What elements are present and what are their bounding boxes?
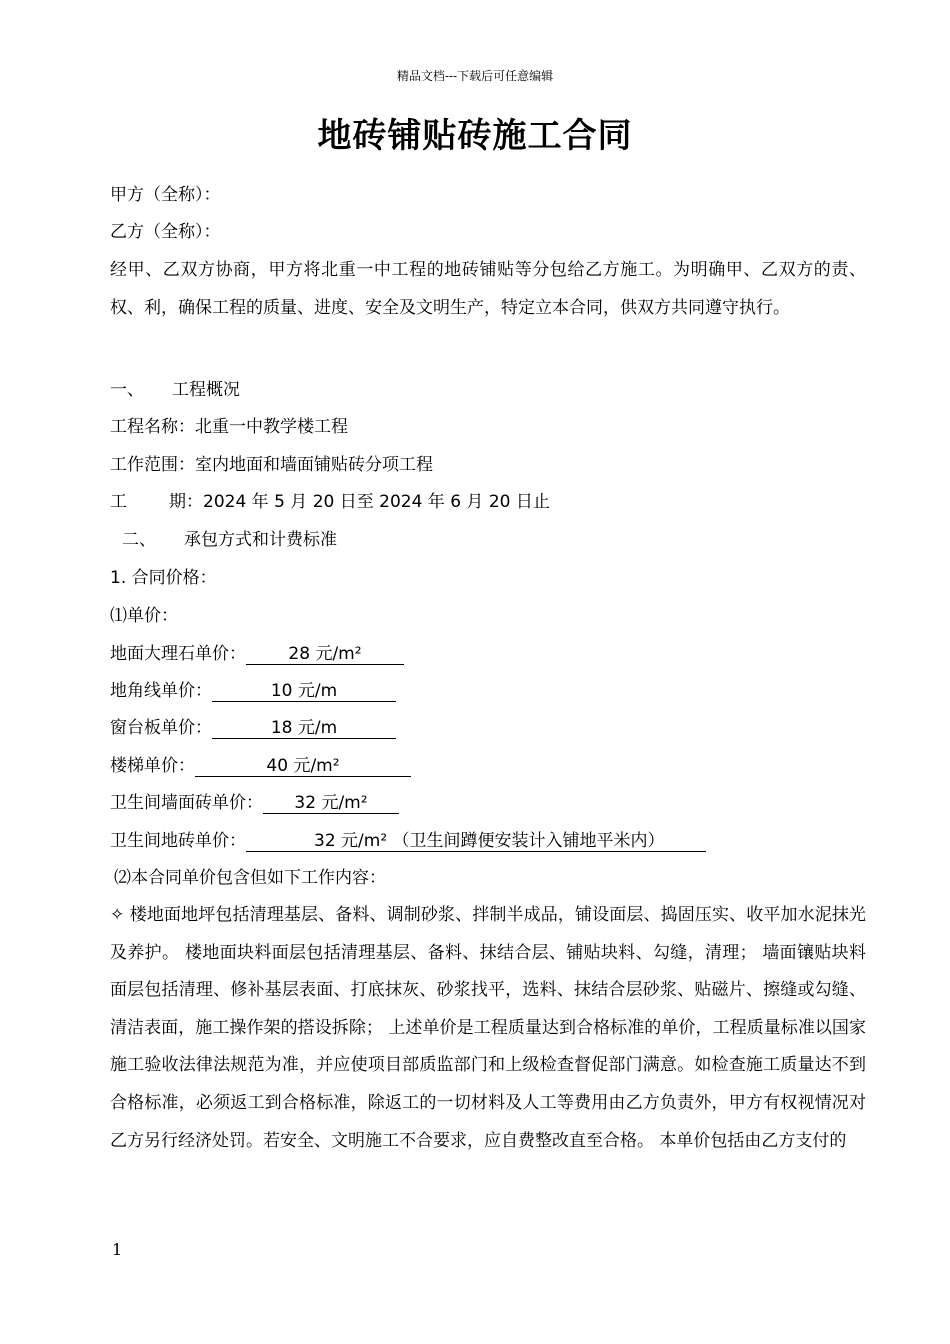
section-2-number: 二、 bbox=[122, 530, 156, 550]
price-value: 28 元/m² bbox=[246, 644, 404, 665]
section-1-number: 一、 bbox=[110, 380, 144, 400]
project-name-line: 工程名称：北重一中教学楼工程 bbox=[110, 417, 348, 437]
intro-paragraph: 经甲、乙双方协商，甲方将北重一中工程的地砖铺贴等分包给乙方施工。为明确甲、乙双方的责、权、利，确保工程的质量、进度、安全及文明生产，特定立本合同，供双方共同遵守执行。 bbox=[110, 260, 866, 318]
section-1-heading bbox=[110, 378, 240, 402]
section-2-title: 承包方式和计费标准 bbox=[184, 530, 337, 550]
sub-1-line: ⑴单价： bbox=[110, 606, 178, 626]
sub-2-line: ⑵本合同单价包含但如下工作内容： bbox=[114, 868, 386, 888]
price-label: 地角线单价： bbox=[110, 681, 212, 701]
page-number: 1 bbox=[112, 1240, 123, 1259]
price-value: 18 元/m bbox=[212, 718, 396, 739]
duration-label-a: 工 bbox=[110, 492, 127, 512]
work-scope-line: 工作范围：室内地面和墙面铺贴砖分项工程 bbox=[110, 455, 433, 475]
section-1-title: 工程概况 bbox=[172, 380, 240, 400]
price-label: 地面大理石单价： bbox=[110, 644, 246, 664]
price-row bbox=[110, 716, 396, 740]
price-label: 楼梯单价： bbox=[110, 756, 195, 776]
item-1-line: 1. 合同价格： bbox=[110, 568, 217, 588]
price-value: 32 元/m² （卫生间蹲便安装计入铺地平米内） bbox=[246, 831, 706, 852]
price-row bbox=[110, 791, 399, 815]
section-2-heading bbox=[122, 528, 337, 552]
price-label: 窗台板单价： bbox=[110, 718, 212, 738]
price-label: 卫生间地砖单价： bbox=[110, 831, 246, 851]
price-value: 10 元/m bbox=[212, 681, 396, 702]
price-value: 40 元/m² bbox=[195, 756, 411, 777]
price-value: 32 元/m² bbox=[263, 793, 399, 814]
price-row bbox=[110, 754, 411, 778]
price-label: 卫生间墙面砖单价： bbox=[110, 793, 263, 813]
party-b-line: 乙方（全称）： bbox=[110, 222, 221, 242]
duration-value: 2024 年 5 月 20 日至 2024 年 6 月 20 日止 bbox=[203, 492, 550, 512]
price-row bbox=[110, 829, 706, 853]
body-paragraph: ✧ 楼地面地坪包括清理基层、备料、调制砂浆、拌制半成品，铺设面层、捣固压实、收平加水泥抹光及养护。 楼地面块料面层包括清理基层、备料、抹结合层、铺贴块料、勾缝，清理； 墙面镶贴块料面层包括清理、修补基层表面、打底抹灰、砂浆找平，选料、抹结合层砂浆、贴磁片、擦缝或勾缝、清洁表面，施工操作架的搭设拆除； 上述单价是工程质量达到合格标准的单价，工程质量标准以国家施工验收法律法规范为准，并应使项目部质监部门和上级检查督促部门满意。如检查施工质量达不到合格标准，必须返工到合格标准，除返工的一切材料及人工等费用由乙方负责外，甲方有权视情况对乙方另行经济处罚。若安全、文明施工不合要求，应自费整改直至合格。 本单价包括由乙方支付的 bbox=[110, 905, 866, 1151]
page-header: 精品文档---下载后可任意编辑 bbox=[396, 69, 554, 83]
duration-label-b: 期： bbox=[169, 492, 203, 512]
document-title: 地砖铺贴砖施工合同 bbox=[317, 116, 633, 156]
party-a-line: 甲方（全称）： bbox=[110, 185, 221, 205]
price-row bbox=[110, 679, 396, 703]
duration-line bbox=[110, 490, 550, 514]
price-row bbox=[110, 642, 404, 666]
